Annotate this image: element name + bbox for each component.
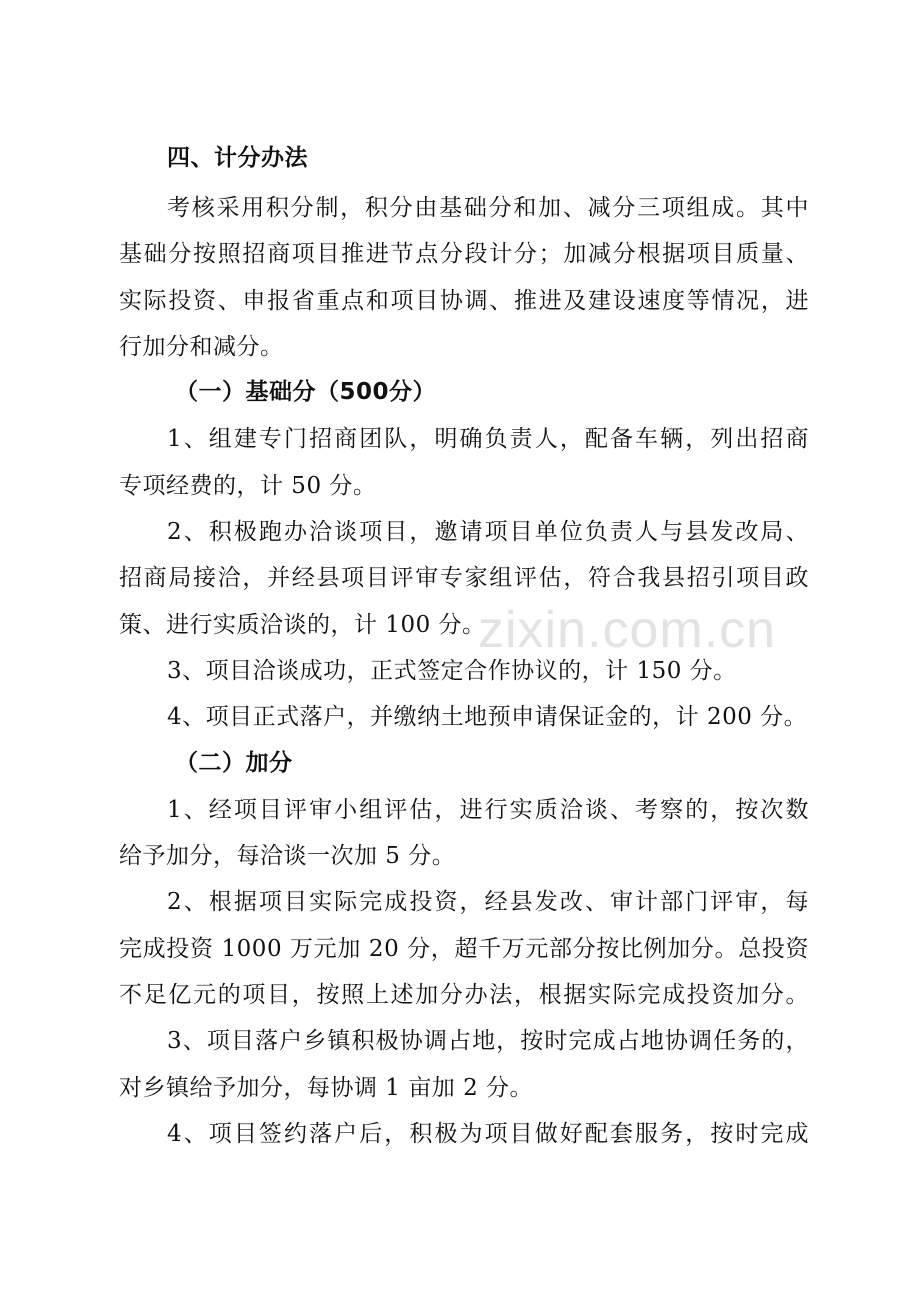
bonus-item-line: 对乡镇给予加分，每协调 1 亩加 2 分。: [119, 1075, 534, 1101]
base-item-line: 招商局接洽，并经县项目评审专家组评估，符合我县招引项目政: [119, 565, 809, 591]
intro-line: 基础分按照招商项目推进节点分段计分；加减分根据项目质量、: [119, 241, 809, 267]
bonus-item-line: 完成投资 1000 万元加 20 分，超千万元部分按比例加分。总投资: [119, 936, 809, 962]
base-item-line: 1、组建专门招商团队，明确负责人，配备车辆，列出招商: [167, 426, 809, 452]
base-item-line: 3、项目洽谈成功，正式签定合作协议的，计 150 分。: [167, 658, 737, 684]
base-score-heading: （一）基础分（500分）: [175, 379, 437, 405]
watermark: zixin.com.cn: [478, 601, 777, 659]
intro-line: 行加分和减分。: [119, 334, 284, 360]
bonus-item-line: 4、项目签约落户后，积极为项目做好配套服务，按时完成: [167, 1121, 809, 1147]
base-item-line: 4、项目正式落户，并缴纳土地预申请保证金的，计 200 分。: [167, 704, 808, 730]
base-item-line: 策、进行实质洽谈的，计 100 分。: [119, 612, 486, 638]
bonus-item-line: 不足亿元的项目，按照上述加分办法，根据实际完成投资加分。: [119, 982, 809, 1008]
base-item-line: 专项经费的，计 50 分。: [119, 473, 377, 499]
bonus-item-line: 3、项目落户乡镇积极协调占地，按时完成占地协调任务的，: [167, 1028, 809, 1054]
bonus-item-line: 1、经项目评审小组评估，进行实质洽谈、考察的，按次数: [167, 797, 809, 823]
base-item-line: 2、积极跑办洽谈项目，邀请项目单位负责人与县发改局、: [167, 519, 809, 545]
bonus-heading: （二）加分: [175, 750, 293, 776]
bonus-item-line: 2、根据项目实际完成投资，经县发改、审计部门评审，每: [167, 889, 809, 915]
section-title: 四、计分办法: [167, 145, 308, 171]
intro-line: 考核采用积分制，积分由基础分和加、减分三项组成。其中: [167, 195, 809, 221]
bonus-item-line: 给予加分，每洽谈一次加 5 分。: [119, 843, 456, 869]
intro-line: 实际投资、申报省重点和项目协调、推进及建设速度等情况，进: [119, 288, 809, 314]
